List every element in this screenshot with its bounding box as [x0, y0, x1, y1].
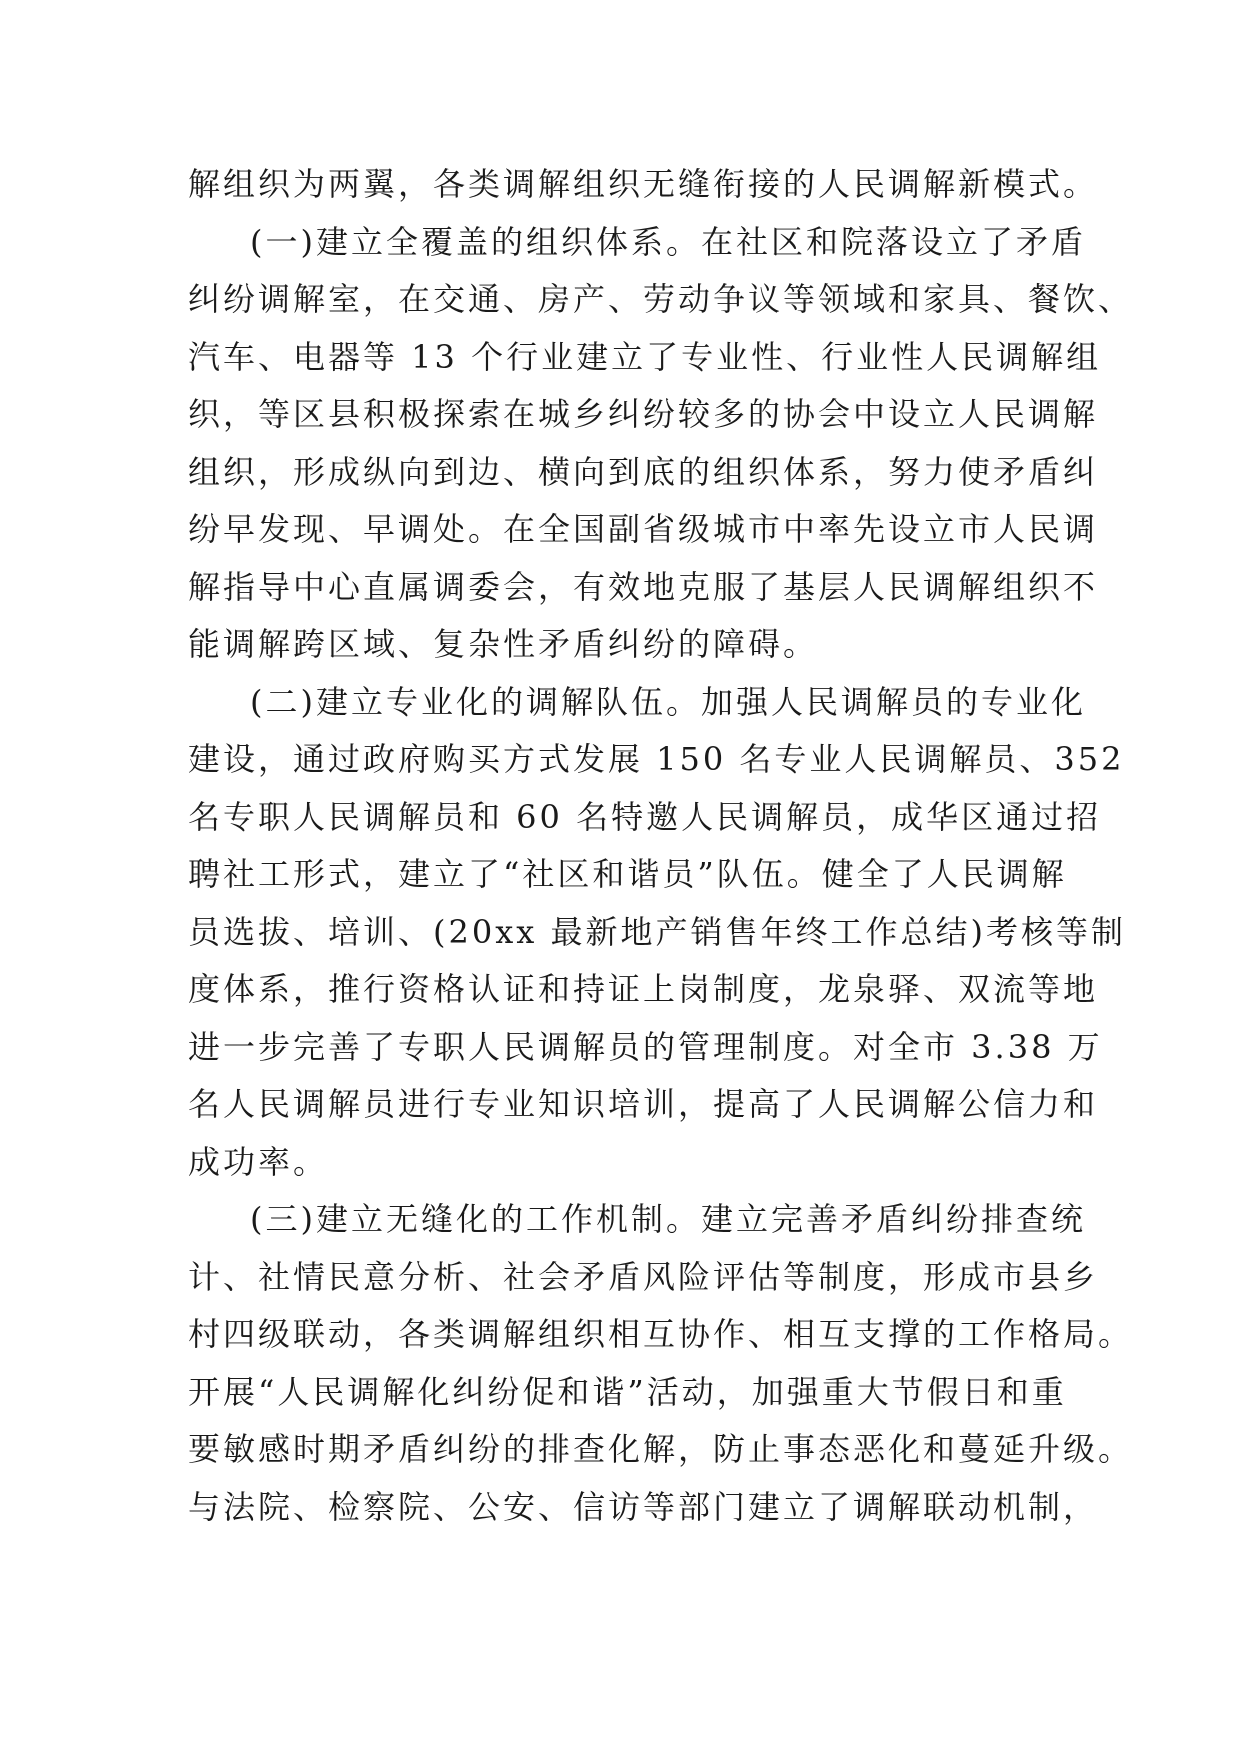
text-line: 名专职人民调解员和 60 名特邀人民调解员，成华区通过招 [188, 797, 1102, 836]
text-line: 织，等区县积极探索在城乡纠纷较多的协会中设立人民调解 [188, 395, 1099, 433]
text-line: 建设，通过政府购买方式发展 150 名专业人民调解员、352 [188, 740, 1125, 778]
text-line: 村四级联动，各类调解组织相互协作、相互支撑的工作格局。 [188, 1315, 1134, 1353]
text-line: 计、社情民意分析、社会矛盾风险评估等制度，形成市县乡 [188, 1257, 1099, 1296]
text-line: (一)建立全覆盖的组织体系。在社区和院落设立了矛盾 [250, 222, 1086, 261]
text-line: 解组织为两翼，各类调解组织无缝衔接的人民调解新模式。 [188, 165, 1099, 203]
text-line: 名人民调解员进行专业知识培训，提高了人民调解公信力和 [188, 1085, 1099, 1123]
text-line: 要敏感时期矛盾纠纷的排查化解，防止事态恶化和蔓延升级。 [188, 1430, 1134, 1468]
text-line: 成功率。 [188, 1142, 329, 1181]
text-line: 进一步完善了专职人民调解员的管理制度。对全市 3.38 万 [188, 1027, 1103, 1066]
body-text [188, 156, 1134, 1536]
text-line: (三)建立无缝化的工作机制。建立完善矛盾纠纷排查统 [250, 1200, 1086, 1238]
text-line: 汽车、电器等 13 个行业建立了专业性、行业性人民调解组 [188, 337, 1102, 376]
text-line: 员选拔、培训、(20xx 最新地产销售年终工作总结)考核等制 [188, 912, 1126, 951]
text-line: 聘社工形式，建立了“社区和谐员”队伍。健全了人民调解 [188, 855, 1067, 893]
text-line: 能调解跨区域、复杂性矛盾纠纷的障碍。 [188, 625, 819, 663]
text-line: 纠纷调解室，在交通、房产、劳动争议等领域和家具、餐饮、 [188, 280, 1134, 318]
text-line: 纷早发现、早调处。在全国副省级城市中率先设立市人民调 [188, 510, 1099, 548]
text-line: 开展“人民调解化纠纷促和谐”活动，加强重大节假日和重 [188, 1372, 1067, 1411]
text-line: (二)建立专业化的调解队伍。加强人民调解员的专业化 [250, 682, 1086, 721]
text-line: 与法院、检察院、公安、信访等部门建立了调解联动机制， [188, 1487, 1099, 1526]
text-line: 组织，形成纵向到边、横向到底的组织体系，努力使矛盾纠 [188, 452, 1099, 491]
text-line: 度体系，推行资格认证和持证上岗制度，龙泉驿、双流等地 [188, 970, 1099, 1008]
text-line: 解指导中心直属调委会，有效地克服了基层人民调解组织不 [188, 567, 1099, 606]
